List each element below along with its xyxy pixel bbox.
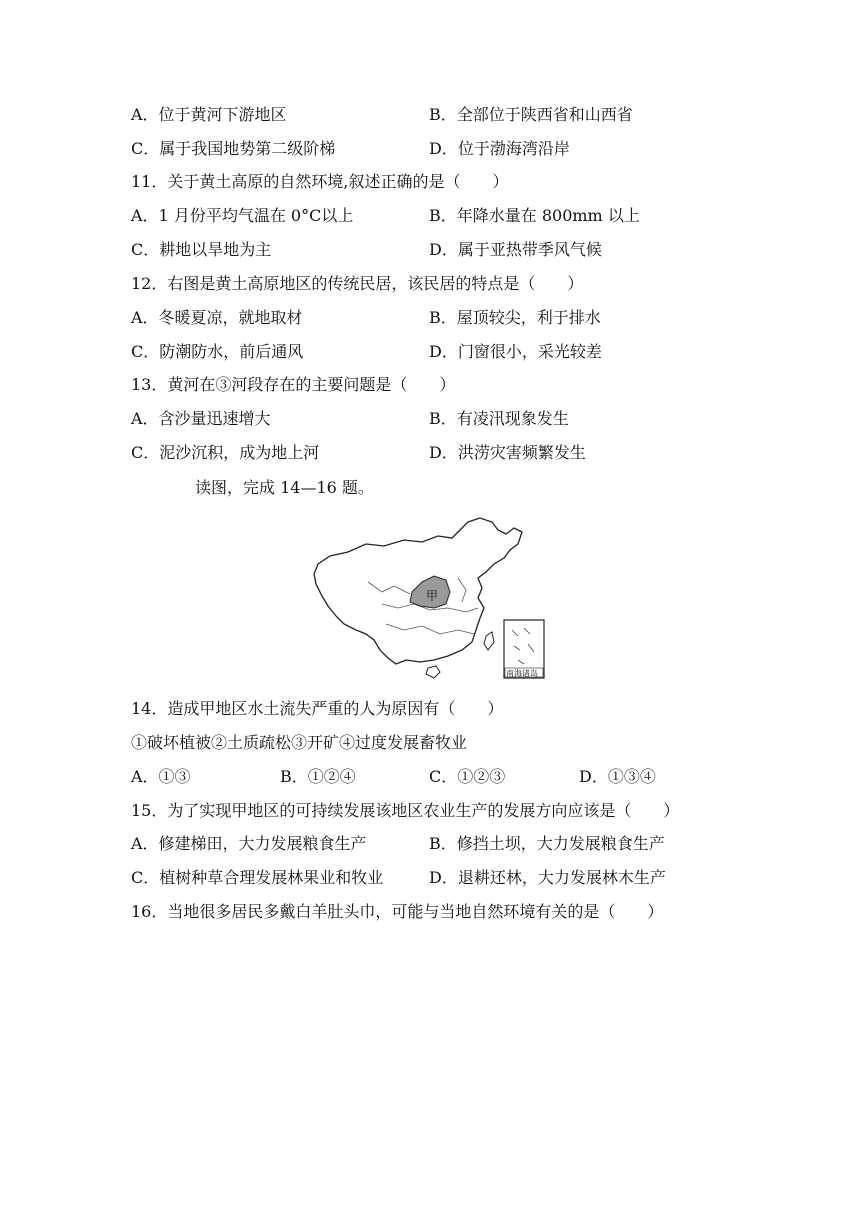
q15-option-d: D．退耕还林，大力发展林木生产	[429, 868, 666, 887]
q13-option-d: D．洪涝灾害频繁发生	[429, 443, 586, 462]
q11-option-a: A．1 月份平均气温在 0°C以上	[131, 206, 354, 225]
hainan-island	[426, 666, 440, 678]
q13-stem: 13．黄河在③河段存在的主要问题是（ ）	[131, 375, 456, 394]
q14-option-b: B．①②④	[280, 767, 356, 786]
q11-option-c: C．耕地以旱地为主	[131, 240, 272, 259]
q16-stem: 16．当地很多居民多戴白羊肚头巾，可能与当地自然环境有关的是（ ）	[131, 902, 664, 921]
china-map-figure	[308, 512, 554, 684]
q14-option-d: D．①③④	[579, 767, 656, 786]
q14-stem: 14．造成甲地区水土流失严重的人为原因有（ ）	[131, 699, 504, 718]
region-label: 甲	[426, 589, 439, 603]
q15-option-a: A．修建梯田，大力发展粮食生产	[131, 834, 367, 853]
q11-stem: 11．关于黄土高原的自然环境,叙述正确的是（ ）	[131, 172, 509, 191]
inset-label: 南海诸岛	[506, 669, 538, 678]
q12-option-d: D．门窗很小，采光较差	[429, 342, 602, 361]
q10-option-a: A．位于黄河下游地区	[131, 105, 287, 124]
q12-option-a: A．冬暖夏凉，就地取材	[131, 308, 303, 327]
q15-option-b: B．修挡土坝，大力发展粮食生产	[429, 834, 665, 853]
q10-option-b: B．全部位于陕西省和山西省	[429, 105, 633, 124]
q14-choices: ①破坏植被②土质疏松③开矿④过度发展畜牧业	[131, 733, 468, 752]
q12-stem: 12．右图是黄土高原地区的传统民居，该民居的特点是（ ）	[131, 274, 584, 293]
q14-option-a: A．①③	[131, 767, 191, 786]
map-instruction: 读图，完成 14—16 题。	[195, 478, 374, 497]
q12-option-c: C．防潮防水，前后通风	[131, 342, 304, 361]
q12-option-b: B．屋顶较尖，利于排水	[429, 308, 601, 327]
q11-option-b: B．年降水量在 800mm 以上	[429, 206, 640, 225]
q13-option-b: B．有凌汛现象发生	[429, 409, 569, 428]
q10-option-d: D．位于渤海湾沿岸	[429, 139, 570, 158]
q13-option-a: A．含沙量迅速增大	[131, 409, 271, 428]
q11-option-d: D．属于亚热带季风气候	[429, 240, 602, 259]
q13-option-c: C．泥沙沉积，成为地上河	[131, 443, 320, 462]
q15-stem: 15．为了实现甲地区的可持续发展该地区农业生产的发展方向应该是（ ）	[131, 801, 680, 820]
q15-option-c: C．植树种草合理发展林果业和牧业	[131, 868, 384, 887]
q10-option-c: C．属于我国地势第二级阶梯	[131, 139, 336, 158]
taiwan-island	[484, 632, 494, 650]
q14-option-c: C．①②③	[429, 767, 506, 786]
